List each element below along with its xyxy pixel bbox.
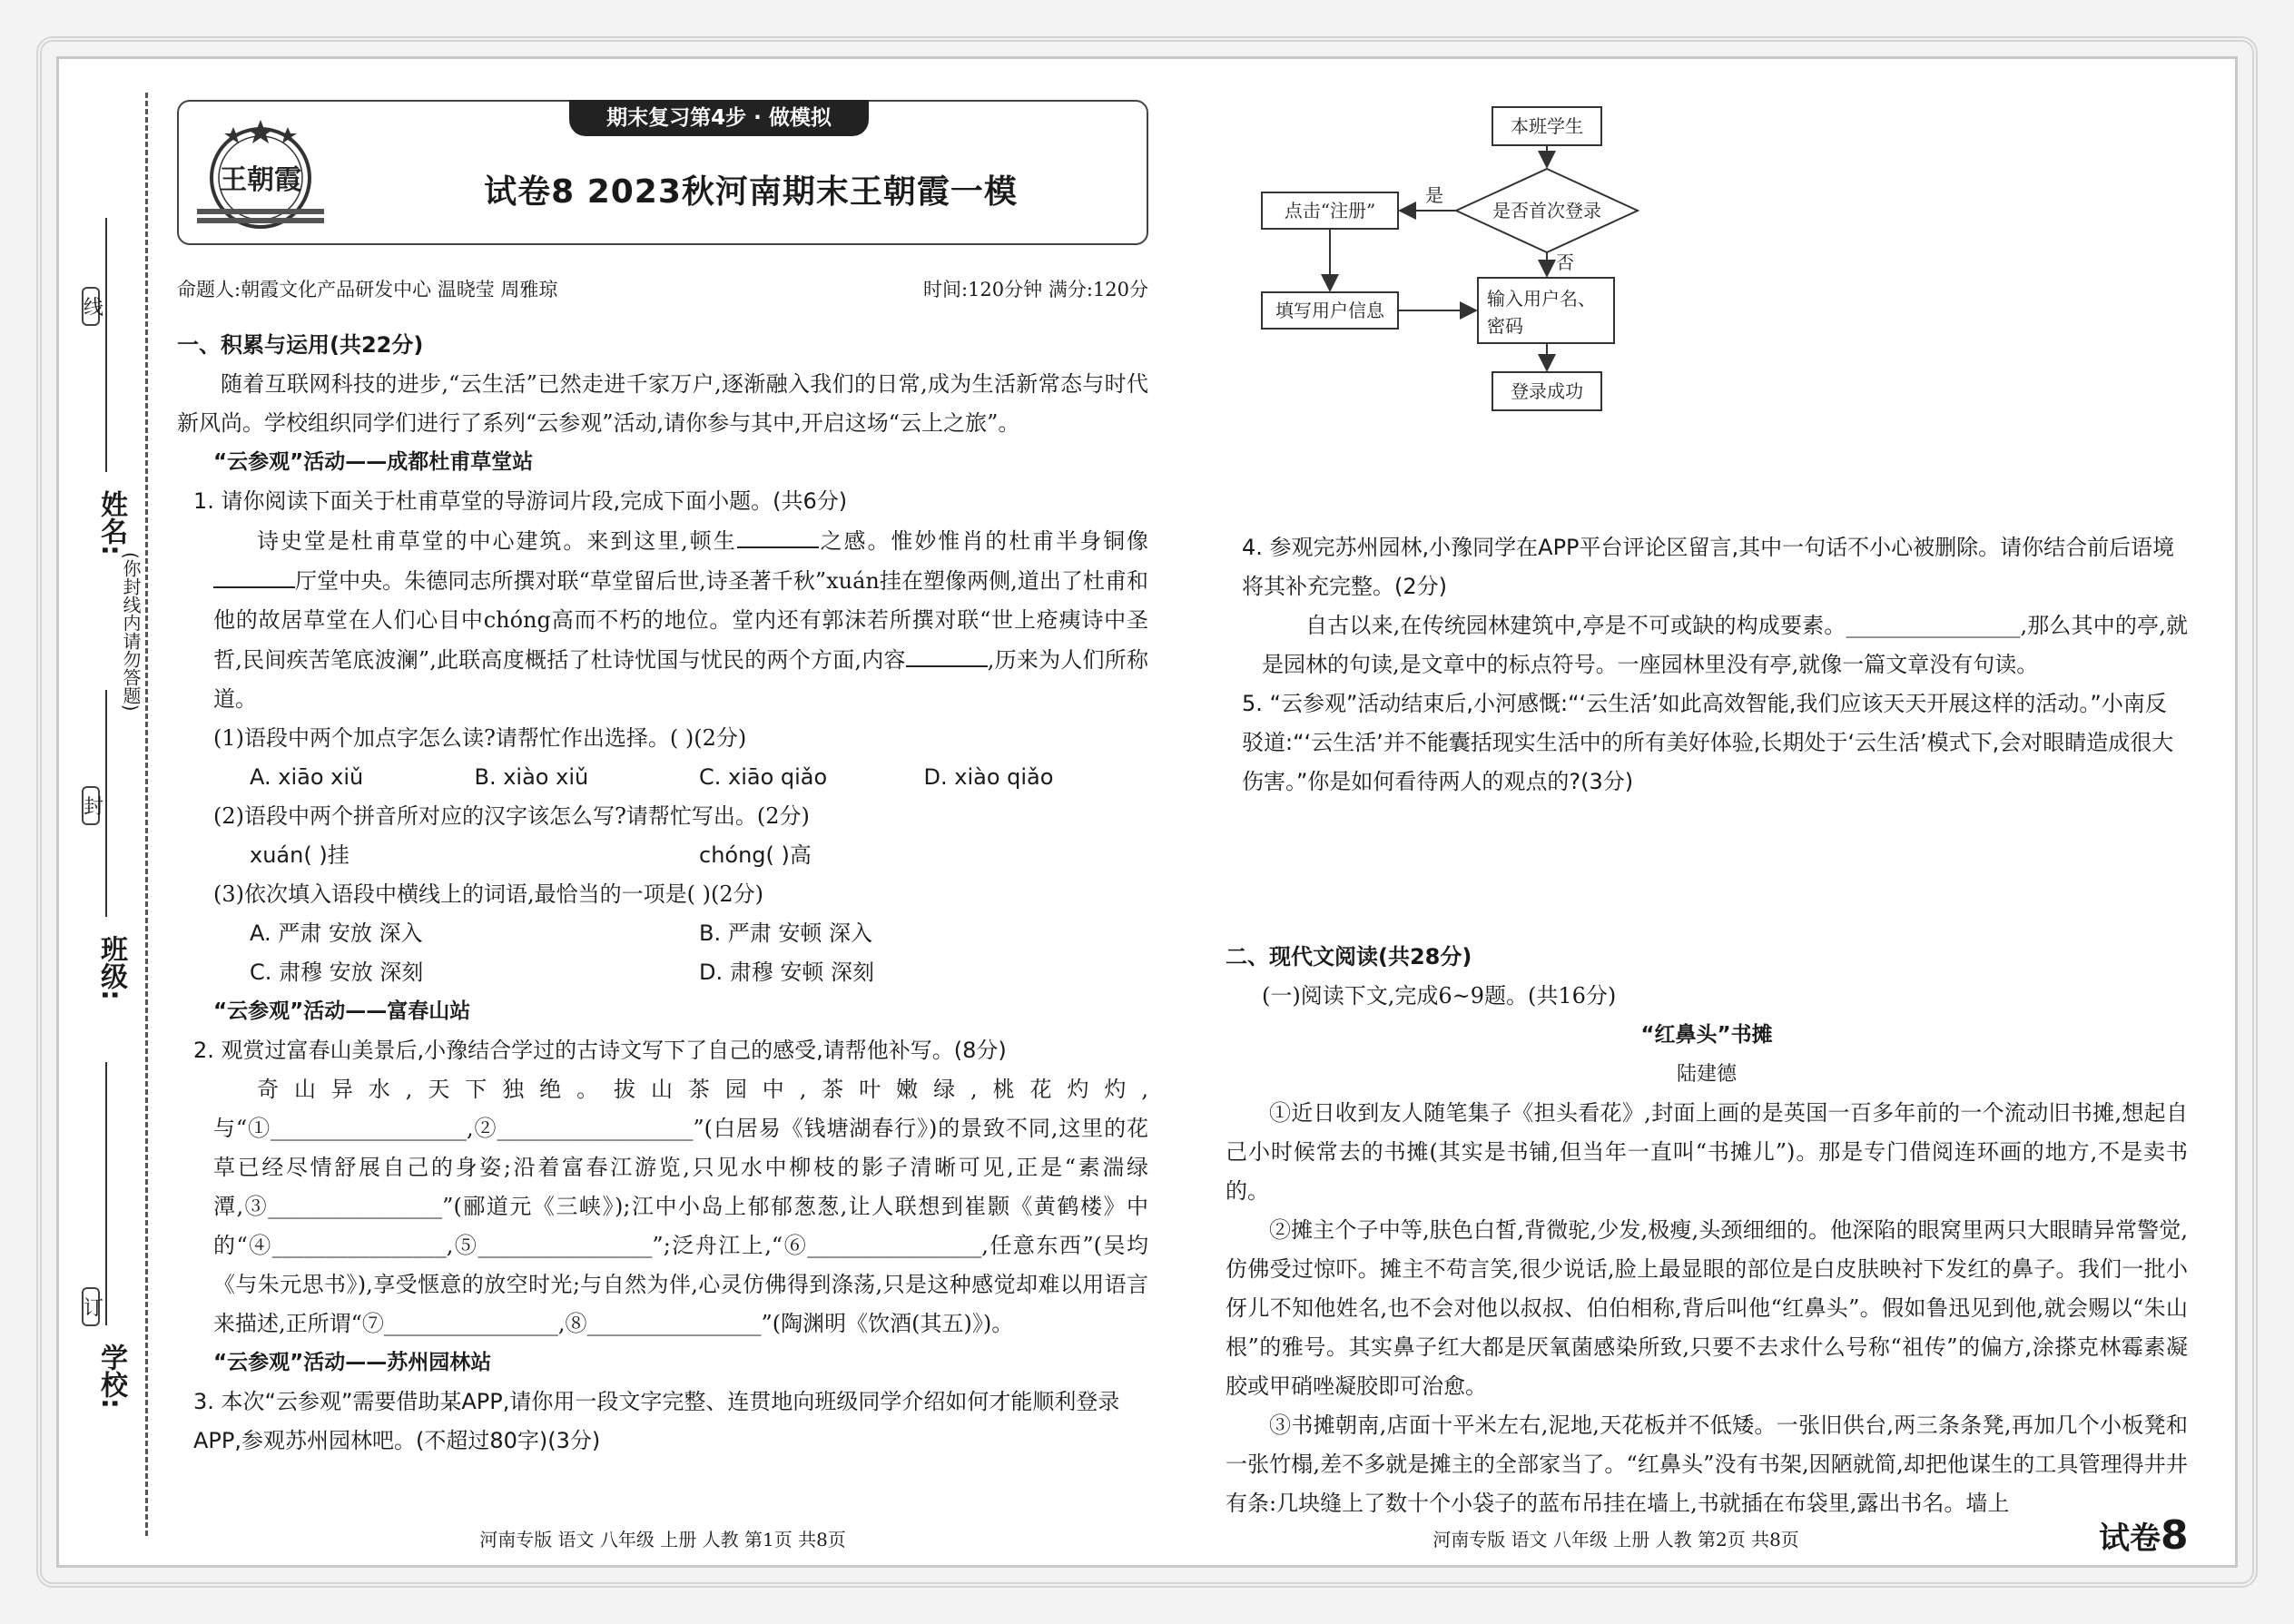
- name-field-line[interactable]: [105, 218, 107, 472]
- flow-label-students: 本班学生: [1511, 115, 1583, 137]
- school-field-line[interactable]: [105, 1062, 107, 1325]
- article-paragraph-3: ③书摊朝南,店面十平米左右,泥地,天花板并不低矮。一张旧供台,两三条条凳,再加几个小板凳和一张竹榻,差不多就是摊主的全部家当了。“红鼻头”没有书架,因陋就简,却把他谋生的工具管理得井井有条:几块缝上了数十个小袋子的蓝布吊挂在墙上,书就插在布袋里,露出书名。墙上: [1226, 1412, 2188, 1516]
- option-b[interactable]: B. 严肃 安顿 深入: [699, 920, 872, 946]
- footer-right: 河南专版 语文 八年级 上册 人教 第2页 共8页: [1433, 1529, 1799, 1550]
- question-1-3-options-row2: [177, 953, 1148, 992]
- header-box: [177, 100, 1148, 245]
- logo-text: 王朝霞: [220, 164, 301, 196]
- question-2-passage[interactable]: 奇山异水,天下独绝。拔山茶园中,茶叶嫩绿,桃花灼灼,与“①__________________,②__________________”(白居易《钱塘湖春行》)的景致不同,这里的花草已经尽情舒展自己的身姿;沿着富春江游览,只见水中柳枝的影子清晰可见,正是“素湍绿潭,③________________”(郦道元《三峡》);江中小岛上郁郁葱葱,让人联想到崔颢《黄鹤楼》中的“④________________,⑤________________”;泛舟江上,“⑥________________,任意东西”(吴均《与朱元思书》),享受惬意的放空时光;与自然为伴,心灵仿佛得到涤荡,只是这种感觉却难以用语言来描述,正所谓“⑦________________,⑧________________”(陶渊明《饮酒(其五)》)。: [213, 1077, 1148, 1336]
- flow-label-enter-credentials-2: 密码: [1487, 315, 1523, 337]
- flow-label-fill-info: 填写用户信息: [1275, 300, 1384, 321]
- option-d[interactable]: D. 肃穆 安顿 深刻: [699, 960, 874, 985]
- section-1-intro: 随着互联网科技的进步,“云生活”已然走进千家万户,逐渐融入我们的日常,成为生活新常态与时代新风尚。学校组织同学们进行了系列“云参观”活动,请你参与其中,开启这场“云上之旅”。: [177, 371, 1148, 436]
- header-tab: 期末复习第4步 · 做模拟: [569, 100, 869, 136]
- part-1-title: (一)阅读下文,完成6~9题。(共16分): [1262, 983, 1617, 1009]
- station-3-title: “云参观”活动——苏州园林站: [213, 1351, 492, 1374]
- flow-label-first-login: 是否首次登录: [1492, 200, 1601, 221]
- station-2-title: “云参观”活动——富春山站: [213, 999, 471, 1023]
- exam-authors: 命题人:朝霞文化产品研发中心 温晓莹 周雅琼: [177, 279, 558, 300]
- question-1-3: (3)依次填入语段中横线上的词语,最恰当的一项是( )(2分): [213, 881, 763, 907]
- name-field-label: 姓名:: [95, 490, 127, 556]
- article-author: 陆建德: [1676, 1063, 1737, 1086]
- q1-blank-1[interactable]: [737, 521, 819, 548]
- binding-label-bind: 订: [82, 1287, 100, 1326]
- binding-note: (你封线内请勿答题): [120, 552, 142, 712]
- question-1-3-options-row1: [177, 914, 1148, 953]
- flow-label-register: 点击“注册”: [1284, 200, 1376, 221]
- station-1-title: “云参观”活动——成都杜甫草堂站: [213, 450, 534, 474]
- option-b[interactable]: B. xiào xiǔ: [474, 764, 589, 790]
- flow-label-login-success: 登录成功: [1511, 380, 1583, 402]
- left-page: [177, 100, 1148, 1461]
- q1-blank-2[interactable]: [213, 561, 295, 588]
- q1-blank-3[interactable]: [906, 640, 988, 667]
- school-field-label: 学校:: [95, 1343, 127, 1409]
- question-1: 1. 请你阅读下面关于杜甫草堂的导游词片段,完成下面小题。(共6分): [193, 488, 848, 514]
- exam-meta: [177, 271, 1148, 310]
- question-1-2: (2)语段中两个拼音所对应的汉字该怎么写?请帮忙写出。(2分): [213, 803, 810, 829]
- article-title: “红鼻头”书摊: [1640, 1023, 1773, 1047]
- binding-label-seal: 封: [82, 786, 100, 825]
- question-2: 2. 观赏过富春山美景后,小豫结合学过的古诗文写下了自己的感受,请帮他补写。(8分): [193, 1038, 1007, 1063]
- flow-label-no: 否: [1556, 251, 1574, 273]
- footer-left: 河南专版 语文 八年级 上册 人教 第1页 共8页: [479, 1529, 846, 1550]
- right-page: [1226, 100, 2188, 1516]
- binding-label-line: 线: [82, 287, 100, 326]
- section-1-title: 一、积累与运用(共22分): [177, 332, 424, 358]
- question-4: 4. 参观完苏州园林,小豫同学在APP平台评论区留言,其中一句话不小心被删除。请你结合前后语境将其补充完整。(2分): [1242, 535, 2175, 599]
- answer-chong[interactable]: chóng( )高: [699, 842, 812, 868]
- question-1-1-options: [177, 758, 1148, 797]
- option-a[interactable]: A. 严肃 安放 深入: [250, 920, 423, 946]
- flow-label-enter-credentials-1: 输入用户名、: [1487, 288, 1596, 310]
- question-1-1: (1)语段中两个加点字怎么读?请帮忙作出选择。( )(2分): [213, 725, 747, 751]
- brand-logo-icon: [197, 114, 324, 232]
- page-title: 试卷8 2023秋河南期末王朝霞一模: [484, 173, 1018, 211]
- flow-label-yes: 是: [1425, 184, 1443, 206]
- class-field-line[interactable]: [105, 690, 107, 917]
- option-d[interactable]: D. xiào qiǎo: [923, 764, 1054, 790]
- exam-time: 时间:120分钟 满分:120分: [923, 279, 1148, 300]
- option-a[interactable]: A. xiāo xiǔ: [250, 764, 364, 790]
- option-c[interactable]: C. 肃穆 安放 深刻: [250, 960, 424, 985]
- answer-xuan[interactable]: xuán( )挂: [250, 842, 350, 868]
- option-c[interactable]: C. xiāo qiǎo: [699, 764, 828, 790]
- question-3: 3. 本次“云参观”需要借助某APP,请你用一段文字完整、连贯地向班级同学介绍如何才能顺利登录APP,参观苏州园林吧。(不超过80字)(3分): [193, 1389, 1120, 1453]
- question-1-2-answers: [177, 836, 1148, 875]
- question-1-passage: 诗史堂是杜甫草堂的中心建筑。来到这里,顿生 之感。惟妙惟肖的杜甫半身铜像厅堂中央。朱德同志所撰对联“草堂留后世,诗圣著千秋”xuán挂在塑像两侧,道出了杜甫和他的故居草堂在人们心目中chóng高而不朽的地位。堂内还有郭沫若所撰对联“世上疮痍诗中圣哲,民间疾苦笔底波澜”,此联高度概括了杜诗忧国与忧民的两个方面,内容 ,历来为人们所称道。: [177, 521, 1148, 719]
- article-paragraph-1: ①近日收到友人随笔集子《担头看花》,封面上画的是英国一百多年前的一个流动旧书摊,想起自己小时候常去的书摊(其实是书铺,但当年一直叫“书摊儿”)。那是专门借阅连环画的地方,不是卖书的。: [1226, 1100, 2188, 1204]
- binding-strip: [56, 56, 183, 1568]
- class-field-label: 班级:: [95, 935, 127, 1000]
- paper-number: 试卷8: [2099, 1512, 2189, 1559]
- binding-dashed-line: [145, 93, 148, 1536]
- article-paragraph-2: ②摊主个子中等,肤色白皙,背微驼,少发,极瘦,头颈细细的。他深陷的眼窝里两只大眼睛异常警觉,仿佛受过惊吓。摊主不苟言笑,很少说话,脸上最显眼的部位是白皮肤映衬下发红的鼻子。我们一批小伢儿不知他姓名,也不会对他以叔叔、伯伯相称,背后叫他“红鼻头”。假如鲁迅见到他,就会赐以“朱山根”的雅号。其实鼻子红大都是厌氧菌感染所致,只要不去求什么号称“祖传”的偏方,涂搽克林霉素凝胶或甲硝唑凝胶即可治愈。: [1226, 1217, 2188, 1399]
- section-2-title: 二、现代文阅读(共28分): [1226, 944, 1472, 969]
- login-flowchart: [1226, 100, 2188, 427]
- question-4-passage[interactable]: 自古以来,在传统园林建筑中,亭是不可或缺的构成要素。________________,那么其中的亭,就是园林的句读,是文章中的标点符号。一座园林里没有亭,就像一篇文章没有句读。: [1262, 613, 2188, 677]
- question-5: 5. “云参观”活动结束后,小河感慨:“‘云生活’如此高效智能,我们应该天天开展这样的活动。”小南反驳道:“‘云生活’并不能囊括现实生活中的所有美好体验,长期处于‘云生活’模式下,会对眼睛造成很大伤害。”你是如何看待两人的观点的?(3分): [1242, 691, 2174, 794]
